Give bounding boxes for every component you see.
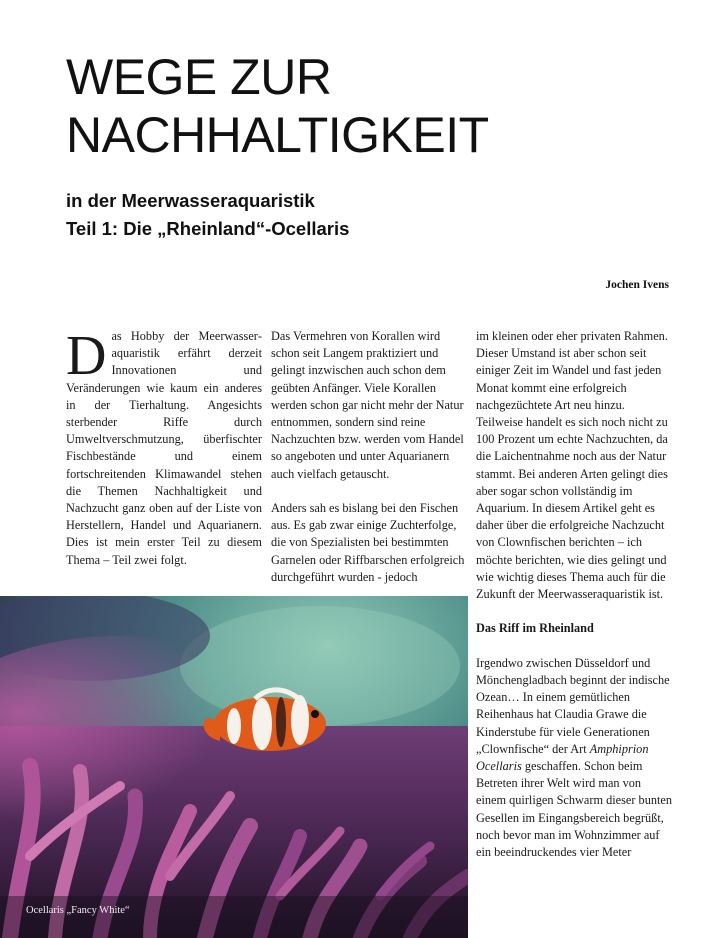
intro-text: as Hobby der Meerwasseraquaristik erfährt derzeit Innovationen und Veränderungen wie kaum ein anderes in der Tierhaltung. Angesichts sterbender Riffe durch Umweltverschmutzung, überfischter Fischbestände und einem fortschreitenden Klimawandel stehen die Themen Nachhaltigkeit und Nachzucht ganz oben auf der Liste von Herstellern, Handel und Aquarianern. Dies ist mein erster Teil zu diesem Thema – Teil zwei folgt. bbox=[66, 329, 262, 567]
intro-paragraph bbox=[66, 325, 262, 569]
text-column-2 bbox=[271, 328, 467, 603]
text-column-3 bbox=[476, 328, 674, 878]
article-subtitle bbox=[66, 187, 349, 243]
column2-paragraph-2: Anders sah es bislang bei den Fischen aus. Es gab zwar einige Zuchterfolge, die von Spezialisten bei bestimmten Garnelen oder Riffbarschen erfolgreich durchgeführt wurden - jedoch bbox=[271, 501, 465, 584]
subtitle-line-2: Teil 1: Die „Rheinland“-Ocellaris bbox=[66, 218, 350, 239]
author-name: Jochen Ivens bbox=[605, 279, 669, 291]
title-line-2: NACHHALTIGKEIT bbox=[66, 107, 489, 163]
subtitle-line-1: in der Meerwasseraquaristik bbox=[66, 190, 315, 211]
paragraph2-text-after: geschaffen. Schon beim Betreten ihrer Welt wird man von einem quirligen Schwarm dieser bunten Gesellen im Eingangsbereich begrüßt, noch bevor man im Wohnzimmer auf ein beeindruckendes vier Meter bbox=[476, 759, 673, 860]
clownfish-photo bbox=[0, 596, 468, 938]
column3-paragraph-1: im kleinen oder eher privaten Rahmen. Dieser Umstand ist aber schon seit einiger Zeit im Wandel und fast jeden Monat kommt eine erfolgreich nachgezüchtete Art neu hinzu. Teilweise handelt es sich noch nicht zu 100 Prozent um echte Nachzuchten, da die Laichentnahme noch aus der Natur stammt. Bei anderen Arten gelingt dies aber sogar schon vollständig im Aquarium. In diesem Artikel geht es daher über die erfolgreiche Nachzucht von Clownfischen berichten – ich möchte berichten, wie dies gelingt und wie wichtig dieses Thema auch für die Zukunft der Meerwasseraquaristik ist. bbox=[476, 329, 668, 602]
drop-cap: D bbox=[66, 325, 107, 387]
section-heading: Das Riff im Rheinland bbox=[476, 621, 594, 636]
column3-paragraph-2 bbox=[476, 655, 674, 861]
anemone-illustration bbox=[0, 596, 468, 938]
text-column-1 bbox=[66, 325, 262, 586]
column2-paragraph-1: Das Vermehren von Korallen wird schon seit Langem praktiziert und gelingt inzwischen auch schon dem geübten Anfänger. Viele Korallen werden schon gar nicht mehr der Natur entnommen, sondern sind reine Nachzuchten bzw. werden vom Handel so angeboten und unter Aquarianern auch vielfach getauscht. bbox=[271, 329, 464, 481]
article-title bbox=[66, 48, 489, 164]
photo-caption: Ocellaris „Fancy White“ bbox=[26, 905, 130, 916]
title-line-1: WEGE ZUR bbox=[66, 49, 332, 105]
paragraph2-text-before: Irgendwo zwischen Düsseldorf und Mönchengladbach beginnt der indische Ozean… In einem gemütlichen Reihenhaus hat Claudia Grawe die Kinderstube für viele Generationen „Clownfische“ der Art bbox=[476, 655, 670, 756]
species-name: Amphiprion Ocellaris bbox=[476, 741, 649, 774]
